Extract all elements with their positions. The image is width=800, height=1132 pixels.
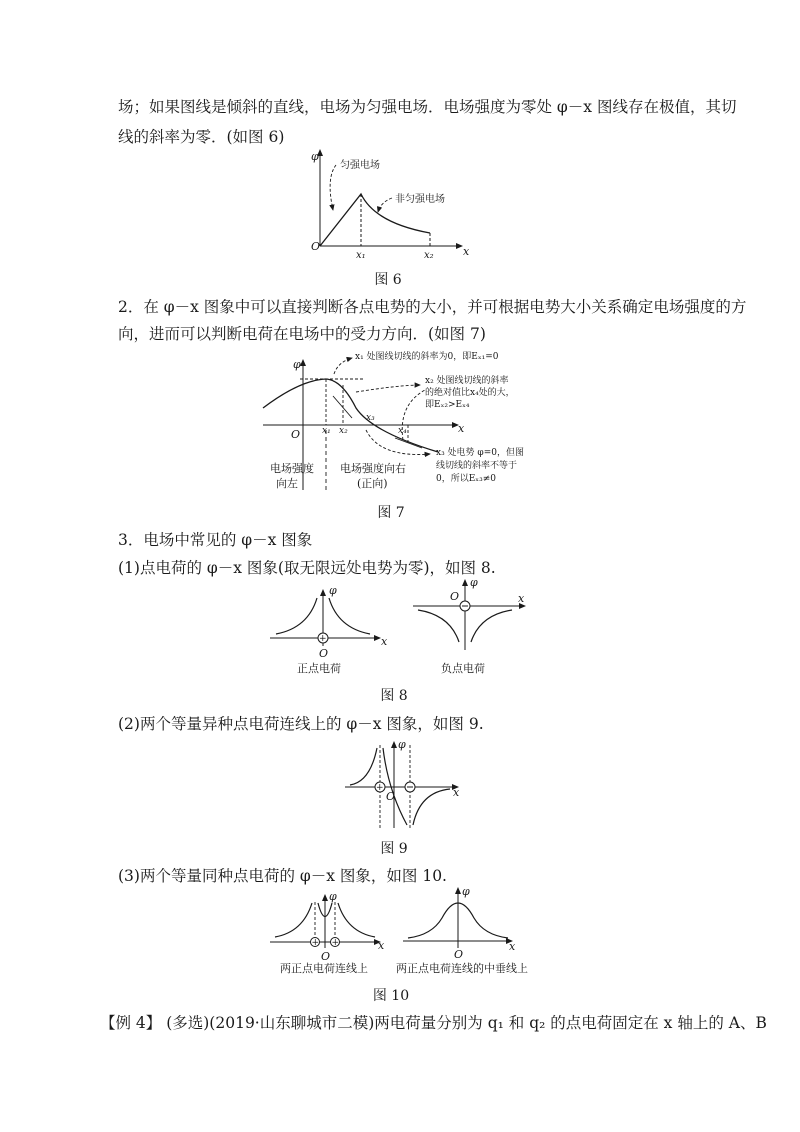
nonuniform-field-label: 非匀强电场 [395,194,445,205]
figure-caption: 图 8 [380,688,408,704]
annotation-x2-line1: x₂ 处图线切线的斜率 [425,376,509,386]
figure-caption: 图 7 [377,505,405,521]
x1-label: x₁ [322,426,331,436]
x1-label: x₁ [356,250,366,261]
figure-caption: 图 6 [374,272,402,288]
phi-axis-label: φ [311,150,319,163]
annotation-x3-line2: 线切线的斜率不等于 [436,461,518,471]
region-left-line2: 向左 [276,477,298,490]
phi-axis-label: φ [398,738,406,751]
x2-label: x₂ [424,250,434,261]
origin-label: O [319,647,329,660]
phi-axis-label: φ [329,890,337,903]
x-axis-label: x [518,592,525,605]
origin-label: O [450,590,460,603]
phi-axis-label: φ [293,358,301,371]
origin-label: O [386,790,396,803]
svg-text:+: + [311,938,320,948]
region-left-line1: 电场强度 [270,462,314,475]
paragraph-line: (2)两个等量异种点电荷连线上的 φ－x 图象，如图 9. [118,715,484,733]
svg-text:+: + [376,783,384,793]
x-axis-label: x [463,245,470,258]
origin-label: O [321,950,331,963]
svg-text:+: + [331,938,340,948]
svg-text:+: + [319,634,327,644]
annotation-x1: x₁ 处图线切线的斜率为0，即Eₓ₁=0 [355,352,499,362]
positive-charge-label: 正点电荷 [297,662,341,675]
example-heading-line: 【例 4】 (多选)(2019·山东聊城市二模)两电荷量分别为 q₁ 和 q₂ 的点电荷固定在 x 轴上的 A、B [100,1014,767,1032]
right-graph-label: 两正点电荷连线的中垂线上 [396,962,528,975]
paragraph-line: 3．电场中常见的 φ－x 图象 [118,531,313,549]
x4-label: x₄ [398,426,407,436]
paragraph-line: (1)点电荷的 φ－x 图象(取无限远处电势为零)，如图 8. [118,559,496,577]
phi-axis-label: φ [462,885,470,898]
origin-label: O [454,948,464,961]
negative-charge-label: 负点电荷 [441,662,485,675]
region-right-line2: (正向) [357,477,388,490]
annotation-x3-line3: 0，所以Eₓ₃≠0 [436,474,496,484]
uniform-field-label: 匀强电场 [340,160,380,171]
x-axis-label: x [453,786,460,799]
paragraph-line: 2．在 φ－x 图象中可以直接判断各点电势的大小，并可根据电势大小关系确定电场强度的方 [118,298,747,316]
x-axis-label: x [509,940,516,953]
x2-label: x₂ [339,426,348,436]
region-right-line1: 电场强度向右 [340,462,406,475]
x3-label: x₃ [366,413,375,423]
origin-label: O [291,428,301,441]
paragraph-line: (3)两个等量同种点电荷的 φ－x 图象，如图 10. [118,867,447,885]
phi-axis-label: φ [470,576,478,589]
origin-label: O [311,240,321,253]
paragraph-line: 线的斜率为零．(如图 6) [118,128,285,146]
annotation-x2-line2: 的绝对值比x₄处的大， [425,388,515,398]
annotation-x3-line1: x₃ 处电势 φ=0，但图 [436,448,524,458]
paragraph-line: 向，进而可以判断电荷在电场中的受力方向．(如图 7) [118,325,486,343]
annotation-x2-line3: 即Eₓ₂>Eₓ₄ [425,400,470,410]
x-axis-label: x [381,635,388,648]
figure-caption: 图 10 [372,988,410,1004]
left-graph-label: 两正点电荷连线上 [280,962,368,975]
x-axis-label: x [378,939,385,952]
figure-caption: 图 9 [380,841,408,857]
paragraph-line: 场；如果图线是倾斜的直线，电场为匀强电场．电场强度为零处 φ－x 图线存在极值，其切 [118,98,737,116]
x-axis-label: x [458,422,465,435]
phi-axis-label: φ [329,584,337,597]
